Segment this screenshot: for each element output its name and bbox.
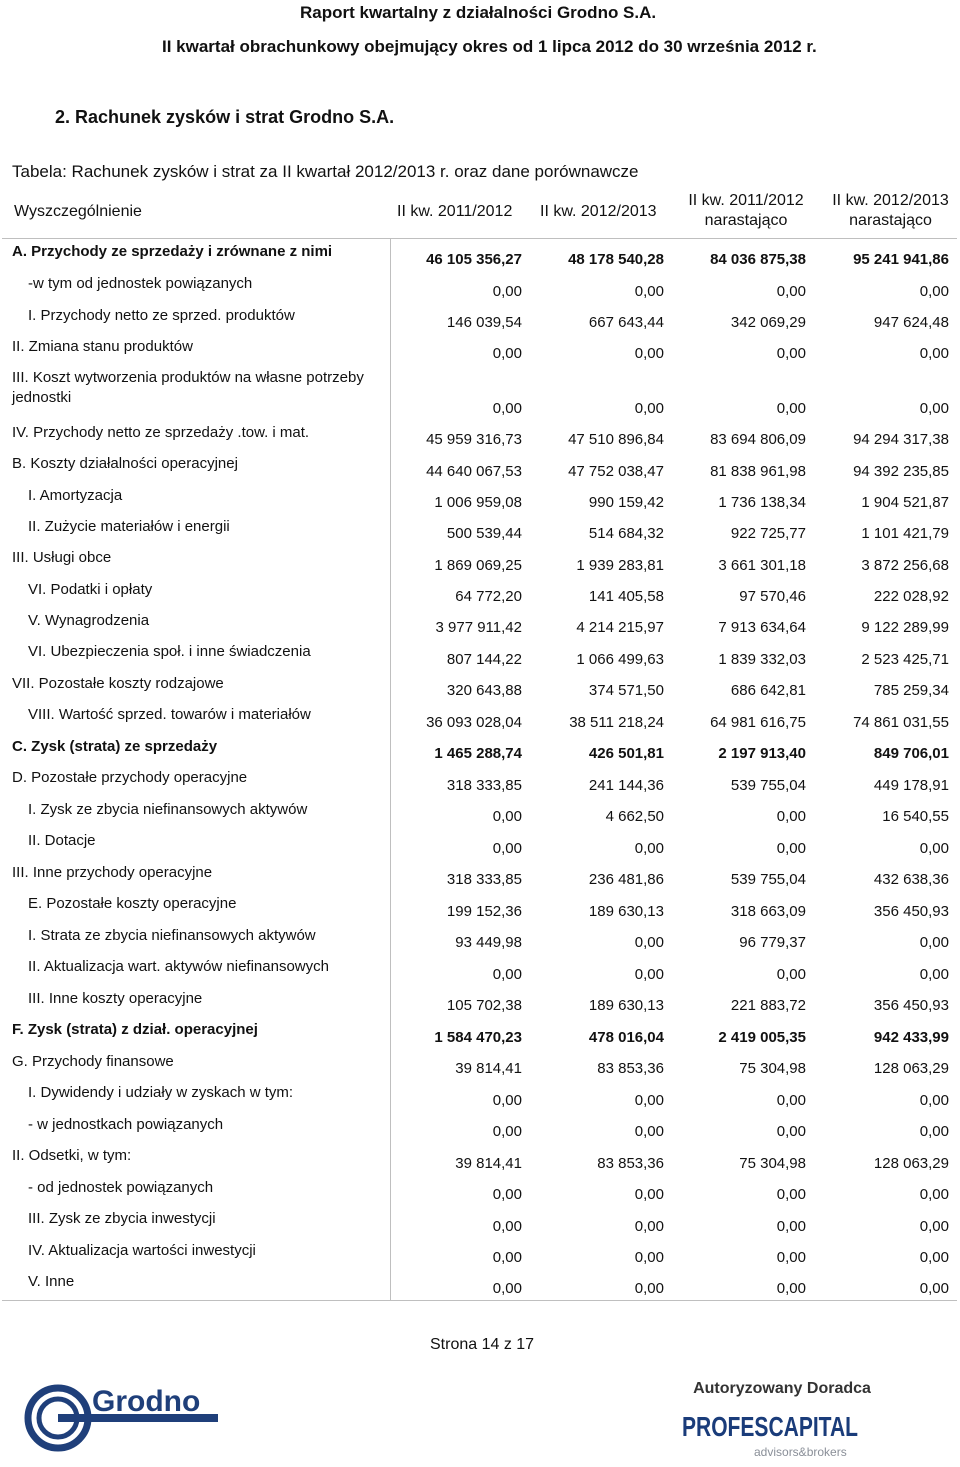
value-q2-2011-cumulative: 84 036 875,38 [710, 251, 806, 268]
table-row [2, 986, 957, 1017]
row-label: C. Zysk (strata) ze sprzedaży [2, 734, 390, 765]
value-q2-2012: 141 405,58 [588, 588, 664, 605]
value-q2-2012: 47 510 896,84 [568, 431, 664, 448]
table-row [2, 334, 957, 365]
grodno-logo [20, 1378, 220, 1458]
value-q2-2012-cumulative: 785 259,34 [873, 682, 949, 699]
row-label: -w tym od jednostek powiązanych [2, 271, 390, 303]
value-q2-2011-cumulative: 0,00 [776, 808, 806, 825]
value-q2-2011: 46 105 356,27 [426, 251, 522, 268]
value-q2-2011: 93 449,98 [455, 934, 522, 951]
value-q2-2011: 3 977 911,42 [435, 619, 522, 636]
value-q2-2011-cumulative: 539 755,04 [730, 871, 806, 888]
table-row [2, 514, 957, 545]
value-q2-2012: 0,00 [634, 283, 664, 300]
value-q2-2011-cumulative: 97 570,46 [739, 588, 806, 605]
value-q2-2011-cumulative: 0,00 [776, 840, 806, 857]
column-header-q2-2012: II kw. 2012/2013 [540, 203, 657, 220]
table-row [2, 239, 957, 271]
column-header-description: Wyszczególnienie [14, 203, 142, 220]
table-row [2, 1269, 957, 1300]
table-row [2, 420, 957, 451]
row-label: II. Aktualizacja wart. aktywów niefinansowych [2, 954, 390, 986]
table-row [2, 891, 957, 923]
value-q2-2011-cumulative: 7 913 634,64 [718, 619, 806, 636]
value-q2-2011: 1 869 069,25 [434, 557, 522, 574]
value-q2-2011: 0,00 [492, 1186, 522, 1203]
value-q2-2012: 236 481,86 [588, 871, 664, 888]
row-label: A. Przychody ze sprzedaży i zrównane z nimi [2, 239, 390, 271]
value-q2-2012-cumulative: 0,00 [919, 1218, 949, 1235]
section-heading: 2. Rachunek zysków i strat Grodno S.A. [55, 107, 395, 127]
value-q2-2012-cumulative: 356 450,93 [873, 997, 949, 1014]
value-q2-2012: 4 214 215,97 [576, 619, 664, 636]
value-q2-2011: 0,00 [492, 1092, 522, 1109]
table-row [2, 1143, 957, 1175]
value-q2-2012: 0,00 [634, 1123, 664, 1140]
document-header-title: Raport kwartalny z działalności Grodno S.A. [300, 3, 657, 22]
value-q2-2011-cumulative: 686 642,81 [730, 682, 806, 699]
value-q2-2011-cumulative: 0,00 [776, 400, 806, 417]
value-q2-2012-cumulative: 74 861 031,55 [853, 714, 949, 731]
value-q2-2012-cumulative: 95 241 941,86 [853, 251, 949, 268]
table-row [2, 545, 957, 577]
row-label: II. Odsetki, w tym: [2, 1143, 390, 1175]
row-label: I. Przychody netto ze sprzed. produktów [2, 303, 390, 334]
profescapital-logo [682, 1402, 882, 1467]
row-label: II. Zmiana stanu produktów [2, 334, 390, 365]
value-q2-2012-cumulative: 0,00 [919, 400, 949, 417]
value-q2-2011: 320 643,88 [446, 682, 522, 699]
table-row [2, 860, 957, 891]
value-q2-2011-cumulative: 1 839 332,03 [718, 651, 806, 668]
value-q2-2011-cumulative: 0,00 [776, 345, 806, 362]
value-q2-2012-cumulative: 942 433,99 [873, 1029, 949, 1046]
row-label: I. Strata ze zbycia niefinansowych aktywów [2, 923, 390, 954]
grodno-logo-text: Grodno [92, 1385, 201, 1418]
table-caption: Tabela: Rachunek zysków i strat za II kwartał 2012/2013 r. oraz dane porównawcze [12, 162, 639, 181]
table-row [2, 765, 957, 797]
value-q2-2011-cumulative: 75 304,98 [739, 1060, 806, 1077]
value-q2-2012-cumulative: 0,00 [919, 1123, 949, 1140]
table-row [2, 734, 957, 765]
table-row [2, 303, 957, 334]
value-q2-2011: 36 093 028,04 [426, 714, 522, 731]
value-q2-2012: 4 662,50 [605, 808, 664, 825]
value-q2-2011-cumulative: 81 838 961,98 [710, 463, 806, 480]
column-header-q2-2011: II kw. 2011/2012 [397, 203, 513, 220]
value-q2-2012: 0,00 [634, 966, 664, 983]
value-q2-2011-cumulative: 0,00 [776, 1123, 806, 1140]
value-q2-2012: 0,00 [634, 345, 664, 362]
value-q2-2012-cumulative: 0,00 [919, 345, 949, 362]
value-q2-2012-cumulative: 0,00 [814, 1269, 957, 1300]
table-row [2, 608, 957, 639]
row-label: II. Dotacje [2, 828, 390, 860]
value-q2-2012-cumulative: 356 450,93 [873, 903, 949, 920]
value-q2-2011-cumulative: 0,00 [776, 1092, 806, 1109]
value-q2-2012-cumulative: 128 063,29 [873, 1060, 949, 1077]
row-label: III. Inne przychody operacyjne [2, 860, 390, 891]
value-q2-2011-cumulative: 1 736 138,34 [718, 494, 806, 511]
row-label: III. Koszt wytworzenia produktów na własne potrzeby jednostki [2, 365, 390, 420]
value-q2-2012: 0,00 [634, 840, 664, 857]
table-row [2, 483, 957, 514]
value-q2-2011: 199 152,36 [446, 903, 522, 920]
value-q2-2012-cumulative: 94 392 235,85 [853, 463, 949, 480]
value-q2-2011: 0,00 [492, 1123, 522, 1140]
table-row [2, 1017, 957, 1049]
value-q2-2012: 189 630,13 [588, 997, 664, 1014]
row-label: VI. Podatki i opłaty [2, 577, 390, 608]
table-row [2, 923, 957, 954]
column-header-q2-2011-cumulative: II kw. 2011/2012 narastająco [688, 192, 804, 229]
value-q2-2012: 38 511 218,24 [569, 714, 664, 731]
value-q2-2011: 0,00 [492, 283, 522, 300]
row-label: V. Inne [2, 1269, 390, 1300]
value-q2-2012: 83 853,36 [597, 1155, 664, 1172]
table-row [2, 365, 957, 420]
value-q2-2012-cumulative: 0,00 [919, 934, 949, 951]
value-q2-2011-cumulative: 0,00 [672, 1269, 814, 1300]
column-header-q2-2012-cumulative: II kw. 2012/2013 narastająco [832, 192, 949, 229]
row-label: I. Amortyzacja [2, 483, 390, 514]
value-q2-2012-cumulative: 94 294 317,38 [853, 431, 949, 448]
value-q2-2012-cumulative: 128 063,29 [873, 1155, 949, 1172]
value-q2-2011-cumulative: 0,00 [776, 1249, 806, 1266]
table-row [2, 577, 957, 608]
value-q2-2012-cumulative: 0,00 [919, 840, 949, 857]
value-q2-2011: 0,00 [492, 808, 522, 825]
value-q2-2012-cumulative: 0,00 [919, 1092, 949, 1109]
value-q2-2012: 0,00 [634, 934, 664, 951]
table-column-headers [2, 188, 957, 239]
value-q2-2012: 0,00 [634, 1249, 664, 1266]
value-q2-2012: 426 501,81 [588, 745, 664, 762]
value-q2-2011: 105 702,38 [446, 997, 522, 1014]
row-label: VI. Ubezpieczenia społ. i inne świadczenia [2, 639, 390, 671]
value-q2-2011: 146 039,54 [446, 314, 522, 331]
value-q2-2011-cumulative: 96 779,37 [739, 934, 806, 951]
row-label: IV. Przychody netto ze sprzedaży .tow. i mat. [2, 420, 390, 451]
value-q2-2012: 0,00 [530, 1269, 672, 1300]
value-q2-2012: 0,00 [634, 1218, 664, 1235]
document-header-subtitle: II kwartał obrachunkowy obejmujący okres od 1 lipca 2012 do 30 września 2012 r. [162, 37, 817, 56]
value-q2-2011-cumulative: 342 069,29 [730, 314, 806, 331]
row-label: IV. Aktualizacja wartości inwestycji [2, 1238, 390, 1269]
table-row [2, 1175, 957, 1206]
value-q2-2011: 500 539,44 [446, 525, 522, 542]
value-q2-2011: 318 333,85 [446, 871, 522, 888]
value-q2-2011-cumulative: 3 661 301,18 [718, 557, 806, 574]
page-number: Strona 14 z 17 [430, 1336, 535, 1353]
row-label: III. Usługi obce [2, 545, 390, 577]
table-row [2, 639, 957, 671]
value-q2-2011: 0,00 [492, 1249, 522, 1266]
value-q2-2011: 1 584 470,23 [434, 1029, 522, 1046]
value-q2-2011: 0,00 [492, 966, 522, 983]
profescapital-logo-text: PROFESCAPITAL [682, 1411, 858, 1442]
value-q2-2012: 990 159,42 [588, 494, 664, 511]
row-label: F. Zysk (strata) z dział. operacyjnej [2, 1017, 390, 1049]
value-q2-2012: 48 178 540,28 [568, 251, 664, 268]
table-row [2, 1080, 957, 1112]
profescapital-logo-subtitle: advisors&brokers [754, 1445, 847, 1459]
value-q2-2011-cumulative: 922 725,77 [730, 525, 806, 542]
value-q2-2011: 0,00 [390, 1269, 530, 1300]
row-label: III. Inne koszty operacyjne [2, 986, 390, 1017]
value-q2-2011-cumulative: 318 663,09 [730, 903, 806, 920]
row-label: I. Zysk ze zbycia niefinansowych aktywów [2, 797, 390, 828]
value-q2-2012-cumulative: 849 706,01 [873, 745, 949, 762]
value-q2-2012: 47 752 038,47 [568, 463, 664, 480]
value-q2-2012-cumulative: 9 122 289,99 [861, 619, 949, 636]
row-label: - w jednostkach powiązanych [2, 1112, 390, 1143]
value-q2-2012-cumulative: 432 638,36 [873, 871, 949, 888]
value-q2-2012-cumulative: 947 624,48 [873, 314, 949, 331]
table-row [2, 1238, 957, 1269]
value-q2-2012: 478 016,04 [588, 1029, 664, 1046]
table-row [2, 451, 957, 483]
value-q2-2012-cumulative: 0,00 [919, 1186, 949, 1203]
value-q2-2011: 45 959 316,73 [426, 431, 522, 448]
value-q2-2012-cumulative: 3 872 256,68 [861, 557, 949, 574]
value-q2-2011: 1 465 288,74 [434, 745, 522, 762]
value-q2-2011-cumulative: 83 694 806,09 [710, 431, 806, 448]
value-q2-2011: 1 006 959,08 [434, 494, 522, 511]
value-q2-2012: 514 684,32 [588, 525, 664, 542]
value-q2-2011: 807 144,22 [446, 651, 522, 668]
value-q2-2011: 64 772,20 [455, 588, 522, 605]
row-label: B. Koszty działalności operacyjnej [2, 451, 390, 483]
value-q2-2012-cumulative: 0,00 [919, 1249, 949, 1266]
value-q2-2012-cumulative: 449 178,91 [873, 777, 949, 794]
value-q2-2012-cumulative: 2 523 425,71 [861, 651, 949, 668]
value-q2-2011: 39 814,41 [455, 1155, 522, 1172]
value-q2-2012: 0,00 [634, 1092, 664, 1109]
value-q2-2011-cumulative: 0,00 [776, 283, 806, 300]
value-q2-2012: 1 939 283,81 [576, 557, 664, 574]
table-row [2, 797, 957, 828]
value-q2-2012: 0,00 [634, 1186, 664, 1203]
value-q2-2011-cumulative: 64 981 616,75 [710, 714, 806, 731]
value-q2-2012: 667 643,44 [588, 314, 664, 331]
table-row [2, 671, 957, 702]
table-row [2, 702, 957, 734]
value-q2-2011: 0,00 [492, 840, 522, 857]
value-q2-2011-cumulative: 0,00 [776, 1186, 806, 1203]
value-q2-2011: 0,00 [492, 345, 522, 362]
table-row [2, 1206, 957, 1238]
row-label: VIII. Wartość sprzed. towarów i materiałów [2, 702, 390, 734]
value-q2-2012-cumulative: 16 540,55 [882, 808, 949, 825]
value-q2-2012-cumulative: 0,00 [919, 283, 949, 300]
row-label: II. Zużycie materiałów i energii [2, 514, 390, 545]
value-q2-2011: 44 640 067,53 [426, 463, 522, 480]
income-statement-table [2, 239, 957, 1301]
value-q2-2011-cumulative: 539 755,04 [730, 777, 806, 794]
value-q2-2012: 83 853,36 [597, 1060, 664, 1077]
value-q2-2012-cumulative: 222 028,92 [873, 588, 949, 605]
value-q2-2011-cumulative: 2 197 913,40 [718, 745, 806, 762]
table-row [2, 828, 957, 860]
value-q2-2012: 374 571,50 [588, 682, 664, 699]
value-q2-2011-cumulative: 0,00 [776, 1218, 806, 1235]
row-label: V. Wynagrodzenia [2, 608, 390, 639]
row-label: D. Pozostałe przychody operacyjne [2, 765, 390, 797]
row-label: VII. Pozostałe koszty rodzajowe [2, 671, 390, 702]
authorized-adviser-block [682, 1380, 882, 1467]
row-label: G. Przychody finansowe [2, 1049, 390, 1080]
value-q2-2011-cumulative: 2 419 005,35 [718, 1029, 806, 1046]
row-label: III. Zysk ze zbycia inwestycji [2, 1206, 390, 1238]
value-q2-2011: 0,00 [492, 400, 522, 417]
value-q2-2012-cumulative: 1 904 521,87 [861, 494, 949, 511]
row-label: - od jednostek powiązanych [2, 1175, 390, 1206]
value-q2-2012: 1 066 499,63 [576, 651, 664, 668]
value-q2-2012: 189 630,13 [588, 903, 664, 920]
table-row [2, 271, 957, 303]
table-row [2, 954, 957, 986]
value-q2-2012: 0,00 [634, 400, 664, 417]
row-label: I. Dywidendy i udziały w zyskach w tym: [2, 1080, 390, 1112]
value-q2-2011: 0,00 [492, 1218, 522, 1235]
table-row [2, 1049, 957, 1080]
table-row [2, 1112, 957, 1143]
value-q2-2011: 318 333,85 [446, 777, 522, 794]
value-q2-2012-cumulative: 1 101 421,79 [861, 525, 949, 542]
value-q2-2012-cumulative: 0,00 [919, 966, 949, 983]
value-q2-2011-cumulative: 0,00 [776, 966, 806, 983]
value-q2-2012: 241 144,36 [588, 777, 664, 794]
authorized-adviser-title: Autoryzowany Doradca [693, 1380, 871, 1397]
row-label: E. Pozostałe koszty operacyjne [2, 891, 390, 923]
value-q2-2011-cumulative: 221 883,72 [730, 997, 806, 1014]
value-q2-2011-cumulative: 75 304,98 [739, 1155, 806, 1172]
value-q2-2011: 39 814,41 [455, 1060, 522, 1077]
